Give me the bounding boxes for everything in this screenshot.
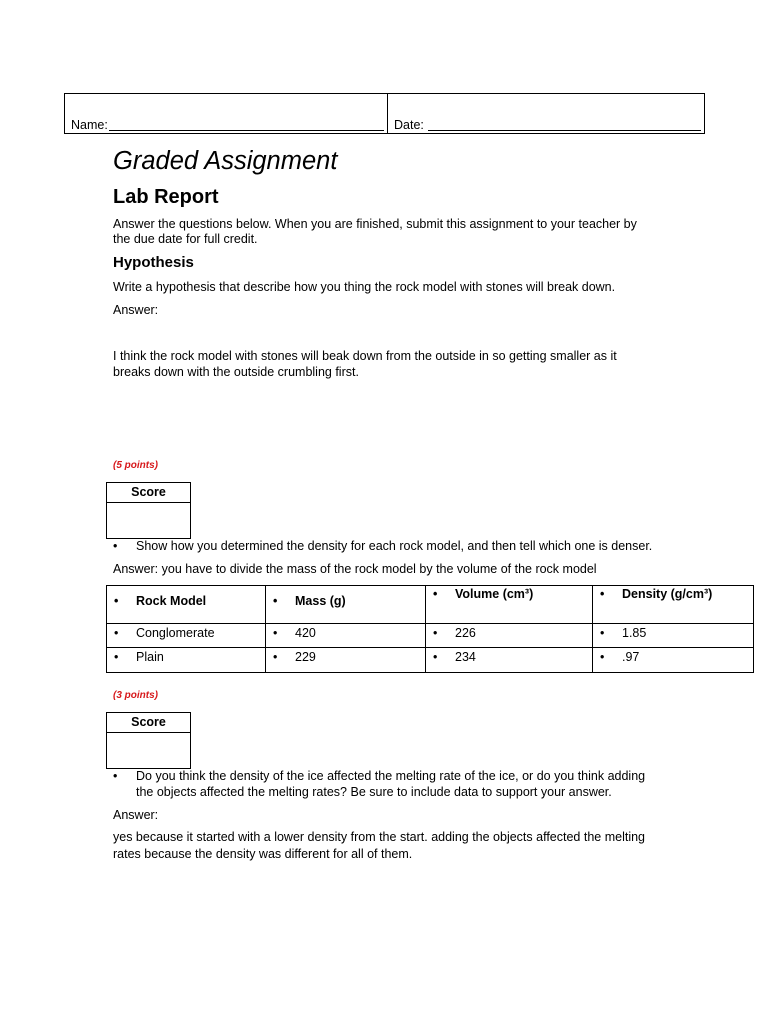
cell-value: 234 [455, 650, 476, 664]
table-cell [107, 648, 266, 673]
instructions-text: Answer the questions below. When you are finished, submit this assignment to your teacher by the due date for full credit. [113, 217, 637, 246]
page-title: Graded Assignment [113, 147, 338, 175]
cell-value: .97 [622, 650, 640, 664]
density-question: Show how you determined the density for each rock model, and then tell which one is denser. [136, 539, 653, 553]
column-header-label: Volume (cm³) [455, 587, 534, 601]
hypothesis-heading: Hypothesis [113, 254, 194, 271]
name-label: Name: [71, 118, 108, 132]
section-title: Lab Report [113, 186, 219, 208]
column-header-volume [426, 586, 593, 624]
answer-label: Answer: [113, 303, 159, 317]
name-date-box [64, 93, 705, 134]
cell-value: 420 [295, 626, 316, 640]
bullet-marker: • [113, 769, 118, 783]
density-answer: Answer: you have to divide the mass of the rock model by the volume of the rock model [113, 562, 597, 576]
melting-answer: yes because it started with a lower density from the start. adding the objects affected the melting rates because the density was different for all of them. [113, 830, 646, 861]
bullet-marker: • [113, 539, 118, 553]
bullet-marker: • [600, 626, 605, 640]
score-label: Score [131, 715, 166, 729]
score-header [107, 713, 190, 733]
cell-value: 229 [295, 650, 316, 664]
name-field-line [109, 130, 384, 131]
table-cell [266, 648, 426, 673]
score-box [106, 712, 191, 769]
name-cell [65, 94, 388, 133]
hypothesis-answer: I think the rock model with stones will beak down from the outside in so getting smaller as it breaks down with the outside crumbling first. [113, 349, 617, 379]
bullet-marker: • [433, 587, 438, 601]
bullet-marker: • [114, 650, 119, 664]
score-header [107, 483, 190, 503]
bullet-marker: • [600, 650, 605, 664]
cell-value: 226 [455, 626, 476, 640]
melting-question: Do you think the density of the ice affected the melting rate of the ice, or do you think adding the objects affected the melting rates? Be sure to include data to support your answer. [136, 769, 646, 799]
bullet-marker: • [273, 650, 278, 664]
hypothesis-prompt: Write a hypothesis that describe how you thing the rock model with stones will break down. [113, 280, 616, 294]
score-value-cell [107, 503, 190, 538]
table-cell [107, 624, 266, 648]
column-header-label: Mass (g) [295, 594, 346, 608]
table-header-row [107, 586, 754, 624]
table-cell [426, 624, 593, 648]
date-cell [388, 94, 704, 133]
column-header-mass [266, 586, 426, 624]
date-label: Date: [394, 118, 424, 132]
bullet-marker: • [433, 626, 438, 640]
column-header-density [593, 586, 754, 624]
points-label: (3 points) [113, 690, 158, 701]
score-box [106, 482, 191, 539]
bullet-marker: • [114, 594, 119, 608]
points-label: (5 points) [113, 460, 158, 471]
column-header-rock-model [107, 586, 266, 624]
density-table [106, 585, 754, 673]
table-cell [266, 624, 426, 648]
cell-value: Plain [136, 650, 164, 664]
bullet-marker: • [433, 650, 438, 664]
column-header-label: Density (g/cm³) [622, 587, 713, 601]
column-header-label: Rock Model [136, 594, 207, 608]
cell-value: Conglomerate [136, 626, 215, 640]
table-cell [426, 648, 593, 673]
score-label: Score [131, 485, 166, 499]
answer-label: Answer: [113, 808, 159, 822]
score-value-cell [107, 733, 190, 768]
cell-value: 1.85 [622, 626, 647, 640]
date-field-line [428, 130, 701, 131]
table-row [107, 648, 754, 673]
table-row [107, 624, 754, 648]
bullet-marker: • [114, 626, 119, 640]
bullet-marker: • [273, 626, 278, 640]
bullet-marker: • [273, 594, 278, 608]
table-cell [593, 624, 754, 648]
table-cell [593, 648, 754, 673]
bullet-marker: • [600, 587, 605, 601]
